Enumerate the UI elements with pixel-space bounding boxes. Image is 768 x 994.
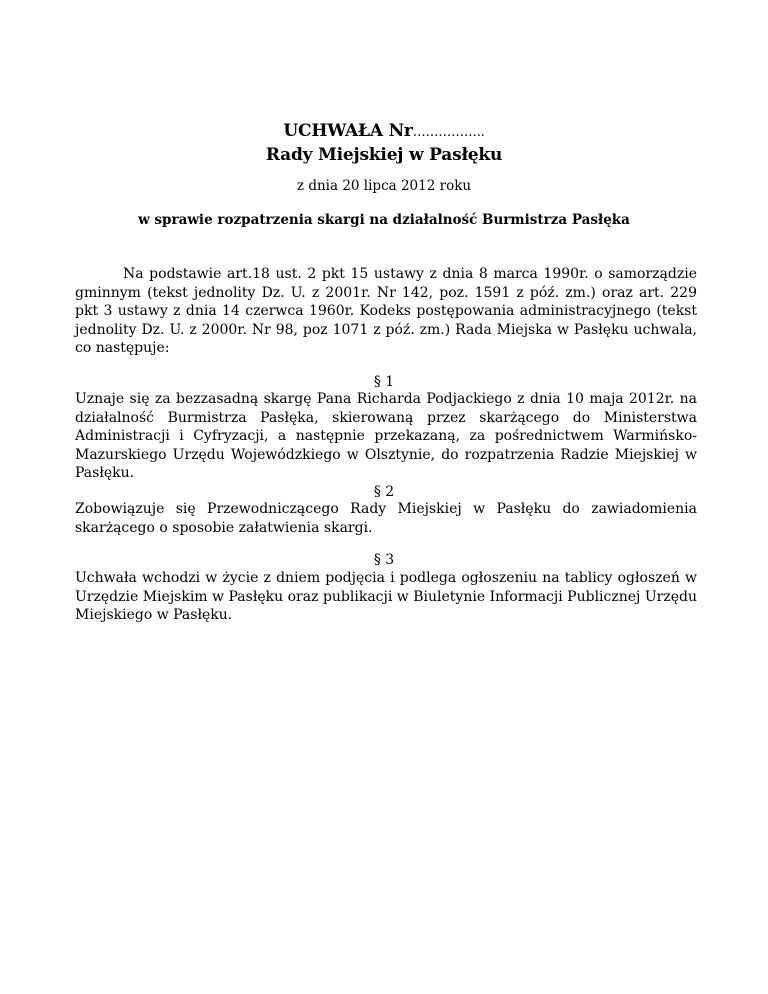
section-mark-3: § 3 <box>373 552 395 568</box>
resolution-number-label: UCHWAŁA Nr <box>283 121 413 141</box>
document-date: z dnia 20 lipca 2012 roku <box>296 178 472 194</box>
section-text-3: Uchwała wchodzi w życie z dniem podjęcia i podlega ogłoszeniu na tablicy ogłoszeń w Urzędzie Miejskim w Pasłęku oraz publikacji w Biuletynie Informacji Publicznej Urzędu Miejskiego w Pasłęku. <box>75 570 697 624</box>
title-line-1 <box>0 120 768 144</box>
resolution-number-placeholder: …………….. <box>412 125 485 140</box>
section-text-2: Zobowiązuje się Przewodniczącego Rady Miejskiej w Pasłęku do zawiadomienia skarżącego o sposobie załatwienia skargi. <box>75 501 697 536</box>
section-text-1: Uznaje się za bezzasadną skargę Pana Richarda Podjackiego z dnia 10 maja 2012r. na działalność Burmistrza Pasłęka, skierowaną przez skarżącego do Ministerstwa Administracji i Cyfryzacji, a następnie przekazaną, za pośrednictwem Warmińsko-Mazurskiego Urzędu Wojewódzkiego w Olsztynie, do rozpatrzenia Radzie Miejskiej w Pasłęku. <box>75 391 697 482</box>
document-title <box>0 120 768 166</box>
document-subject: w sprawie rozpatrzenia skargi na działalność Burmistrza Pasłęka <box>138 212 630 228</box>
title-line-2: Rady Miejskiej w Pasłęku <box>265 145 503 165</box>
section-mark-1: § 1 <box>373 374 395 390</box>
section-mark-2: § 2 <box>373 484 395 500</box>
intro-paragraph: Na podstawie art.18 ust. 2 pkt 15 ustawy z dnia 8 marca 1990r. o samorządzie gminnym (tekst jednolity Dz. U. z 2001r. Nr 142, poz. 1591 z póź. zm.) oraz art. 229 pkt 3 ustawy z dnia 14 czerwca 1960r. Kodeks postępowania administracyjnego (tekst jednolity Dz. U. z 2000r. Nr 98, poz 1071 z póź. zm.) Rada Miejska w Pasłęku uchwala, co następuje: <box>75 266 697 357</box>
